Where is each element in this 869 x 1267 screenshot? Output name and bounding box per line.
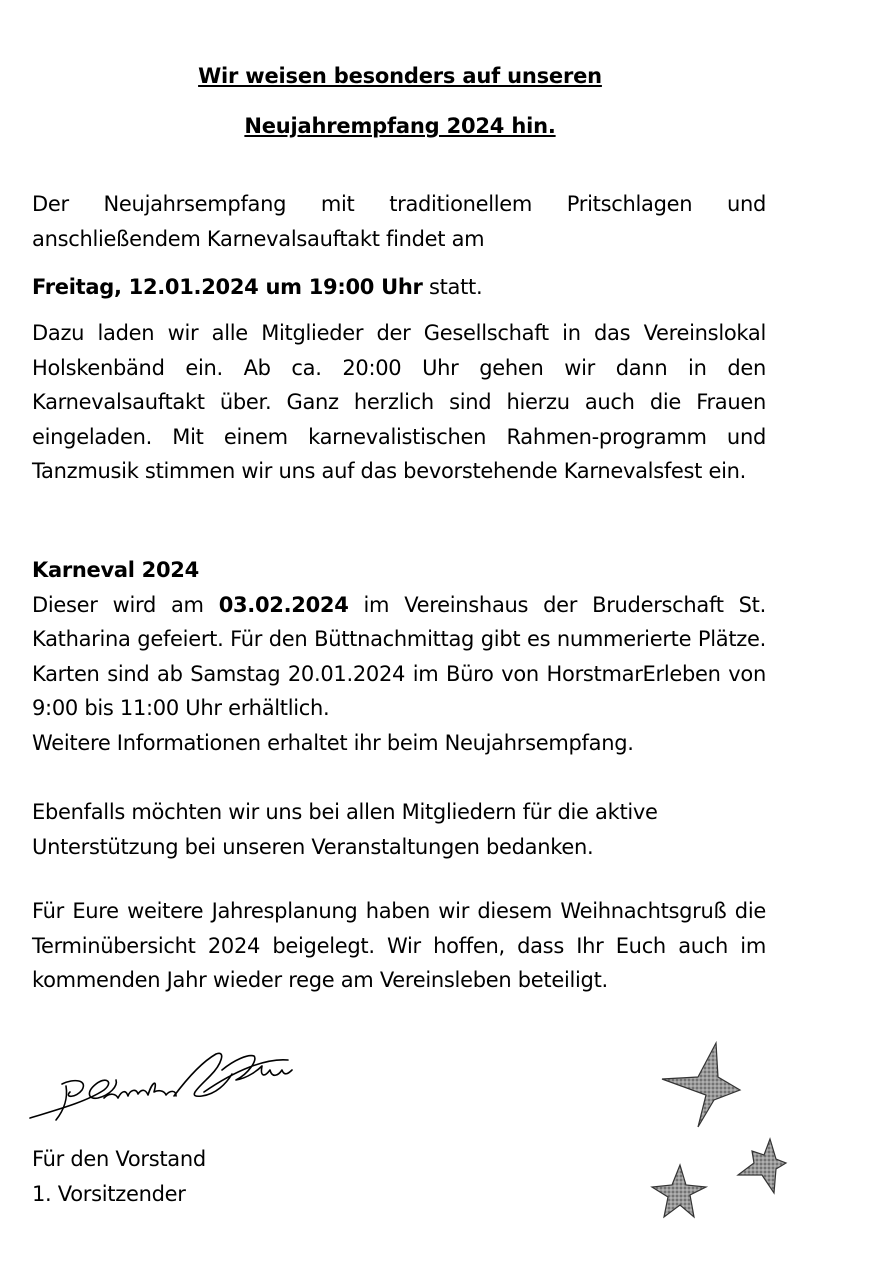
invitation-paragraph: Dazu laden wir alle Mitglieder der Gesellschaft in das Vereinslokal Holskenbänd ein. Ab ca. 20:00 Uhr gehen wir dann in den Karnevalsauftakt über. Ganz herzlich sind hierzu auch die Frauen eingeladen. Mit einem karnevalistischen Rahmen-programm und Tanzmusik stimmen wir uns auf das bevorstehende Karnevalsfest ein. (32, 321, 766, 483)
signature-line-2: 1. Vorsitzender (32, 1181, 186, 1206)
event-date-suffix: statt. (422, 275, 483, 299)
karneval-info: Weitere Informationen erhaltet ihr beim Neujahrsempfang. (32, 730, 634, 755)
event-date-line (32, 270, 766, 305)
event-date: Freitag, 12.01.2024 um 19:00 Uhr (32, 275, 423, 299)
karneval-section (32, 553, 766, 760)
signature-line-1: Für den Vorstand (32, 1147, 206, 1171)
star-icon (662, 1043, 740, 1127)
planning-paragraph: Für Eure weitere Jahresplanung haben wir diesem Weihnachtsgruß die Terminübersicht 2024 beigelegt. Wir hoffen, dass Ihr Euch auch im kommenden Jahr wieder rege am Vereinsleben beteiligt. (32, 899, 766, 992)
handwritten-signature (26, 1040, 296, 1130)
karneval-date: 03.02.2024 (218, 592, 349, 617)
star-icon (738, 1139, 786, 1193)
star-icon (652, 1165, 706, 1217)
intro-paragraph: Der Neujahrsempfang mit traditionellem Pritschlagen und anschließendem Karnevalsauftakt findet am (32, 192, 766, 251)
karneval-text-post: im Vereinshaus der Bruderschaft St. Katharina gefeiert. Für den Büttnachmittag gibt es nummerierte Plätze. Karten sind ab Samstag 20.01.2024 im Büro von HorstmarErleben von 9:00 bis 11:00 Uhr erhältlich. (32, 592, 766, 720)
decorative-stars (640, 1035, 800, 1225)
thanks-paragraph: Ebenfalls möchten wir uns bei allen Mitgliedern für die aktive Unterstützung bei unseren Veranstaltungen bedanken. (32, 800, 658, 859)
karneval-paragraph (32, 588, 766, 726)
karneval-text-pre: Dieser wird am (32, 592, 219, 617)
heading-line-1: Wir weisen besonders auf unseren (198, 64, 602, 88)
karneval-title: Karneval 2024 (32, 558, 199, 582)
heading-line-2: Neujahrempfang 2024 hin. (244, 114, 556, 138)
